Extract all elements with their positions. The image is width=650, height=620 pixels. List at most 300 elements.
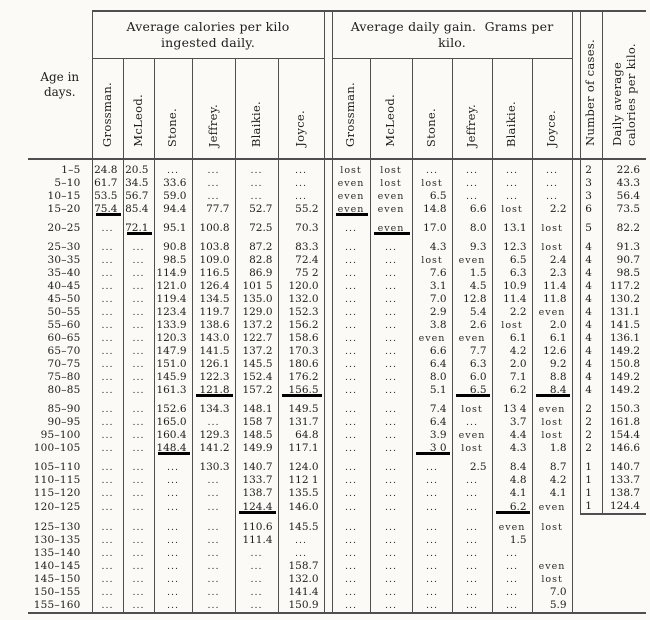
column-gap	[572, 474, 580, 487]
calories-cell: 130.3	[192, 461, 235, 474]
calories-cell: ...	[123, 345, 154, 358]
table-row	[28, 403, 646, 416]
age-cell	[28, 514, 92, 521]
calories-cell: ...	[192, 177, 235, 190]
calories-cell: 165.0	[154, 416, 192, 429]
age-cell: 10–15	[47, 190, 81, 202]
gain-cell: 2.2	[492, 306, 532, 319]
avg-cell	[602, 586, 646, 599]
gain-cell	[412, 514, 452, 521]
gain-cell: even	[492, 521, 532, 534]
calories-cell: 24.8	[92, 159, 123, 177]
calories-cell: ...	[92, 358, 123, 371]
gain-cell: 6.5	[452, 384, 492, 397]
cases-cell	[580, 573, 602, 586]
age-cell: 125–130	[33, 521, 81, 533]
table-row	[28, 267, 646, 280]
table-row	[28, 280, 646, 293]
column-gap	[572, 514, 580, 521]
calories-cell: 52.7	[235, 203, 278, 216]
age-cell: 110–115	[33, 474, 81, 486]
column-gap	[572, 280, 580, 293]
gain-cell: 1.5	[452, 267, 492, 280]
calories-cell: 143.0	[192, 332, 235, 345]
gain-cell: ...	[345, 294, 358, 305]
column-gap	[324, 429, 332, 442]
gain-cell: ...	[370, 267, 412, 280]
gain-cell: even	[332, 203, 370, 216]
column-gap	[324, 267, 332, 280]
calories-cell	[123, 514, 154, 521]
gain-cell: 2.5	[452, 461, 492, 474]
age-cell: 45–50	[47, 293, 81, 305]
gain-cell: ...	[370, 429, 412, 442]
calories-cell: 129.0	[235, 306, 278, 319]
column-gap	[572, 177, 580, 190]
cases-column-header	[580, 11, 602, 159]
spacer-row	[28, 514, 646, 521]
calories-cell: 132.0	[278, 293, 324, 306]
avg-cell	[602, 534, 646, 547]
calories-cell: ...	[192, 599, 235, 613]
gain-cell: ...	[345, 561, 358, 572]
calories-cell: 123.4	[154, 306, 192, 319]
age-cell: 95–100	[40, 429, 81, 441]
gain-cell: even	[452, 429, 492, 442]
age-cell: 70–75	[47, 358, 81, 370]
column-gap	[572, 222, 580, 235]
gain-cell: ...	[345, 417, 358, 428]
gain-cell: ...	[452, 474, 492, 487]
cases-cell	[580, 599, 602, 613]
gain-cell: 5.1	[412, 384, 452, 397]
gain-cell: ...	[345, 430, 358, 441]
column-gap	[324, 599, 332, 613]
calories-cell: 85.4	[123, 203, 154, 216]
calories-cell: 145.5	[235, 358, 278, 371]
calories-cell: ...	[92, 293, 123, 306]
gain-cell: ...	[492, 190, 532, 203]
calories-cell: 133.7	[235, 474, 278, 487]
calories-cell: 34.5	[123, 177, 154, 190]
table-row	[28, 203, 646, 216]
gain-cell: ...	[370, 319, 412, 332]
gain-cell: lost	[492, 203, 532, 216]
avg-cell: 131.1	[602, 306, 646, 319]
calories-cell: 161.3	[154, 384, 192, 397]
cases-cell: 2	[585, 442, 592, 454]
gain-cell: ...	[370, 358, 412, 371]
cases-cell: 4	[585, 254, 592, 266]
column-gap	[572, 306, 580, 319]
calories-cell: ...	[154, 573, 192, 586]
calories-cell: 55.2	[278, 203, 324, 216]
gain-cell: 2.0	[532, 319, 572, 332]
age-cell: 140–145	[33, 560, 81, 572]
calories-cell: ...	[278, 547, 324, 560]
gain-cell: ...	[412, 521, 452, 534]
gain-cell: 3.1	[412, 280, 452, 293]
cases-cell: 4	[585, 306, 592, 318]
calories-cell: ...	[235, 177, 278, 190]
calories-cell: 141.2	[192, 442, 235, 455]
cases-cell	[580, 534, 602, 547]
cases-cell: 4	[585, 371, 592, 383]
column-gap	[324, 11, 332, 159]
gain-cell: 8.7	[532, 461, 572, 474]
column-gap	[572, 267, 580, 280]
calories-cell: 158.6	[278, 332, 324, 345]
calories-cell: 121.0	[154, 280, 192, 293]
calories-cell: 103.8	[192, 241, 235, 254]
column-gap	[324, 332, 332, 345]
column-gap	[572, 11, 580, 159]
calories-cell	[235, 514, 278, 521]
calories-cell: ...	[123, 461, 154, 474]
gain-cell: ...	[345, 548, 358, 559]
calories-cell: ...	[123, 416, 154, 429]
column-gap	[572, 159, 580, 177]
calories-cell: 59.0	[154, 190, 192, 203]
calories-cell: 141.5	[192, 345, 235, 358]
cases-cell: 3	[585, 177, 592, 189]
column-gap	[324, 190, 332, 203]
table-row	[28, 461, 646, 474]
age-cell: 5–10	[54, 177, 81, 189]
calories-cell: ...	[92, 319, 123, 332]
calories-cell: ...	[92, 461, 123, 474]
gain-cell: ...	[370, 241, 412, 254]
gain-cell: ...	[412, 573, 452, 586]
calories-cell: ...	[235, 599, 278, 613]
calories-cell: ...	[123, 306, 154, 319]
calories-cell: 132.0	[278, 573, 324, 586]
gain-cell	[532, 514, 572, 521]
calories-cell: ...	[123, 560, 154, 573]
calories-cell: ...	[92, 222, 123, 235]
avg-cell: 98.5	[602, 267, 646, 280]
gain-cell: ...	[332, 599, 370, 613]
column-gap	[572, 573, 580, 586]
calories-cell: ...	[123, 547, 154, 560]
gain-cell	[532, 547, 572, 560]
column-gap	[572, 358, 580, 371]
gain-cell: 6.1	[532, 332, 572, 345]
avg-cell: 56.4	[602, 190, 646, 203]
age-cell: 80–85	[47, 384, 81, 396]
calories-cell: ...	[92, 560, 123, 573]
column-gap	[572, 547, 580, 560]
calories-cell: ...	[192, 573, 235, 586]
column-gap	[324, 521, 332, 534]
calories-cell: ...	[92, 306, 123, 319]
gain-cell: ...	[370, 521, 412, 534]
calories-cell: 56.7	[123, 190, 154, 203]
gain-cell: ...	[345, 281, 358, 292]
gain-cell: 7.0	[532, 586, 572, 599]
calories-cell: ...	[154, 547, 192, 560]
gain-cell: ...	[370, 280, 412, 293]
calories-cell: ...	[154, 560, 192, 573]
gain-cell: ...	[345, 333, 358, 344]
gain-cell: lost	[412, 254, 452, 267]
gain-cell: 6.5	[412, 190, 452, 203]
calories-cell: ...	[92, 474, 123, 487]
calories-cell: ...	[192, 586, 235, 599]
avg-cell: 136.1	[602, 332, 646, 345]
column-gap	[572, 416, 580, 429]
age-cell: 120–125	[33, 500, 81, 513]
gain-cell: 6.2	[492, 500, 532, 514]
cases-cell: 5	[585, 222, 592, 234]
calories-cell: 152.3	[278, 306, 324, 319]
avg-cell: 91.3	[602, 241, 646, 254]
avg-cell: 140.7	[602, 461, 646, 474]
gain-cell: lost	[532, 429, 572, 442]
column-gap	[572, 190, 580, 203]
age-cell: 145–150	[33, 573, 81, 585]
gain-cell: 6.4	[412, 416, 452, 429]
gain-cell: ...	[370, 474, 412, 487]
calories-cell: 72.5	[235, 222, 278, 235]
age-cell: 20–25	[47, 222, 81, 234]
cases-cell: 4	[585, 345, 592, 357]
gain-cell: ...	[345, 462, 358, 473]
column-gap	[324, 222, 332, 235]
calories-cell: 86.9	[235, 267, 278, 280]
cases-cell	[580, 514, 602, 521]
calories-cell: ...	[92, 534, 123, 547]
column-gap	[572, 293, 580, 306]
column-gap	[324, 416, 332, 429]
gain-cell: lost	[532, 241, 572, 254]
gain-cell: lost	[452, 442, 492, 455]
gain-cell: 9.3	[452, 241, 492, 254]
calories-cell: 148.4	[154, 442, 192, 455]
gain-cell: ...	[370, 384, 412, 397]
gain-cell: ...	[532, 159, 572, 177]
gain-cell: 1.8	[532, 442, 572, 455]
column-gap	[572, 586, 580, 599]
calories-cell: 138.6	[192, 319, 235, 332]
cases-cell: 1	[585, 487, 592, 499]
calories-cell: ...	[192, 534, 235, 547]
calories-cell: ...	[92, 521, 123, 534]
gain-cell: 2.2	[532, 203, 572, 216]
gain-cell: ...	[345, 443, 358, 454]
column-gap	[572, 560, 580, 573]
calories-cell: ...	[123, 429, 154, 442]
cases-cell	[580, 586, 602, 599]
calories-cell: ...	[192, 500, 235, 514]
avg-cell: 149.2	[602, 384, 646, 397]
calories-cell: 109.0	[192, 254, 235, 267]
gain-cell: ...	[345, 535, 358, 546]
column-gap	[324, 384, 332, 397]
gain-cell: lost	[492, 319, 532, 332]
gain-cell: ...	[452, 534, 492, 547]
gain-cell: ...	[370, 442, 412, 455]
gain-cell: ...	[532, 177, 572, 190]
calories-cell	[192, 514, 235, 521]
calories-cell: 148.5	[235, 429, 278, 442]
calories-cell: 137.2	[235, 319, 278, 332]
column-gap	[324, 177, 332, 190]
observer-label-blaikie: Blaikie.	[235, 59, 278, 160]
cases-cell: 4	[585, 319, 592, 331]
age-cell: 25–30	[47, 241, 81, 253]
calories-cell: ...	[154, 534, 192, 547]
calories-cell: 82.8	[235, 254, 278, 267]
gain-cell: ...	[532, 190, 572, 203]
gain-cell: lost	[370, 159, 412, 177]
calories-cell: 124.4	[235, 500, 278, 514]
gain-cell: 12.3	[492, 241, 532, 254]
gain-cell: 13 4	[492, 403, 532, 416]
gain-cell: even	[370, 222, 412, 235]
column-gap	[324, 254, 332, 267]
gain-cell: 11.4	[492, 293, 532, 306]
avg-cell: 161.8	[602, 416, 646, 429]
avg-cell	[602, 560, 646, 573]
calories-cell: 119.7	[192, 306, 235, 319]
gain-cell	[452, 514, 492, 521]
gain-cell: 7.7	[452, 345, 492, 358]
calories-cell: 137.2	[235, 345, 278, 358]
calories-group-header-text: Average calories per kilo ingested daily.	[126, 18, 290, 50]
gain-cell: ...	[345, 501, 358, 513]
age-cell: 75–80	[47, 371, 81, 383]
observer-label-jeffrey: Jeffrey.	[192, 59, 235, 160]
gain-cell: ...	[412, 547, 452, 560]
avg-cell	[602, 514, 646, 521]
gain-cell: even	[532, 403, 572, 416]
calories-cell: 141.4	[278, 586, 324, 599]
avg-cell: 149.2	[602, 345, 646, 358]
gain-cell: 4.3	[492, 442, 532, 455]
calories-cell: ...	[192, 547, 235, 560]
gain-cell: ...	[492, 560, 532, 573]
cases-cell: 4	[585, 384, 592, 396]
table-row	[28, 599, 646, 613]
calories-cell: 119.4	[154, 293, 192, 306]
calories-cell: ...	[92, 599, 123, 613]
calories-cell: ...	[278, 177, 324, 190]
calories-cell: 147.9	[154, 345, 192, 358]
gain-cell: ...	[452, 599, 492, 613]
gain-cell: ...	[492, 599, 532, 613]
gain-cell: even	[532, 500, 572, 514]
calories-cell: 170.3	[278, 345, 324, 358]
cases-cell: 1	[585, 461, 592, 473]
avg-cell: 133.7	[602, 474, 646, 487]
gain-cell: ...	[492, 586, 532, 599]
column-gap	[572, 599, 580, 613]
gain-cell: ...	[370, 403, 412, 416]
gain-cell	[370, 514, 412, 521]
gain-cell: ...	[345, 268, 358, 279]
column-gap	[572, 500, 580, 514]
column-gap	[324, 442, 332, 455]
table-row	[28, 586, 646, 599]
gain-cell: 14.8	[412, 203, 452, 216]
group-header-row	[28, 11, 646, 59]
gain-cell: 3.7	[492, 416, 532, 429]
gain-cell: ...	[370, 416, 412, 429]
calories-cell: ...	[123, 474, 154, 487]
gain-cell: 2.0	[492, 358, 532, 371]
calories-cell: 135.0	[235, 293, 278, 306]
gain-cell: even	[412, 332, 452, 345]
age-cell: 35–40	[47, 267, 81, 279]
gain-cell: 8.0	[452, 222, 492, 235]
calories-cell: 90.8	[154, 241, 192, 254]
table-row	[28, 500, 646, 514]
calories-cell: 98.5	[154, 254, 192, 267]
avg-cell	[602, 599, 646, 613]
calories-cell: ...	[278, 190, 324, 203]
cases-cell: 4	[585, 280, 592, 292]
calories-cell: ...	[92, 332, 123, 345]
cases-cell	[580, 560, 602, 573]
table-row	[28, 306, 646, 319]
calories-cell: 138.7	[235, 487, 278, 500]
calories-cell: ...	[123, 267, 154, 280]
avg-cell: 43.3	[602, 177, 646, 190]
calories-cell: ...	[92, 586, 123, 599]
gain-cell: 11.4	[532, 280, 572, 293]
calories-group-header	[92, 11, 324, 59]
gain-cell: lost	[532, 222, 572, 235]
gain-cell: 10.9	[492, 280, 532, 293]
cases-cell	[580, 521, 602, 534]
gain-cell: 12.8	[452, 293, 492, 306]
table-row	[28, 254, 646, 267]
calories-cell: ...	[92, 429, 123, 442]
column-gap	[324, 241, 332, 254]
calories-cell: 157.2	[235, 384, 278, 397]
age-cell: 1–5	[61, 164, 81, 176]
calories-cell: 95.1	[154, 222, 192, 235]
gain-cell: lost	[532, 521, 572, 534]
calories-cell: 146.0	[278, 500, 324, 514]
calories-cell: 156.2	[278, 319, 324, 332]
calories-cell: 140.7	[235, 461, 278, 474]
calories-cell: ...	[123, 293, 154, 306]
gain-cell: 6.6	[452, 203, 492, 216]
gain-group-header	[332, 11, 572, 59]
calories-cell: 87.2	[235, 241, 278, 254]
gain-cell: 4.1	[532, 487, 572, 500]
calories-cell: ...	[92, 384, 123, 397]
calories-cell: ...	[278, 159, 324, 177]
calories-cell: ...	[154, 586, 192, 599]
avg-cell	[602, 521, 646, 534]
calories-cell: ...	[192, 560, 235, 573]
gain-cell: ...	[370, 547, 412, 560]
cases-cell: 4	[585, 293, 592, 305]
calories-cell: ...	[123, 599, 154, 613]
gain-cell: ...	[492, 159, 532, 177]
observer-label-joyce: Joyce.	[278, 59, 324, 160]
calories-cell: 148.1	[235, 403, 278, 416]
age-cell: 90–95	[47, 416, 81, 428]
gain-cell: ...	[412, 500, 452, 514]
column-gap	[572, 461, 580, 474]
calories-cell: ...	[92, 254, 123, 267]
gain-cell: 6.0	[452, 371, 492, 384]
column-gap	[324, 403, 332, 416]
